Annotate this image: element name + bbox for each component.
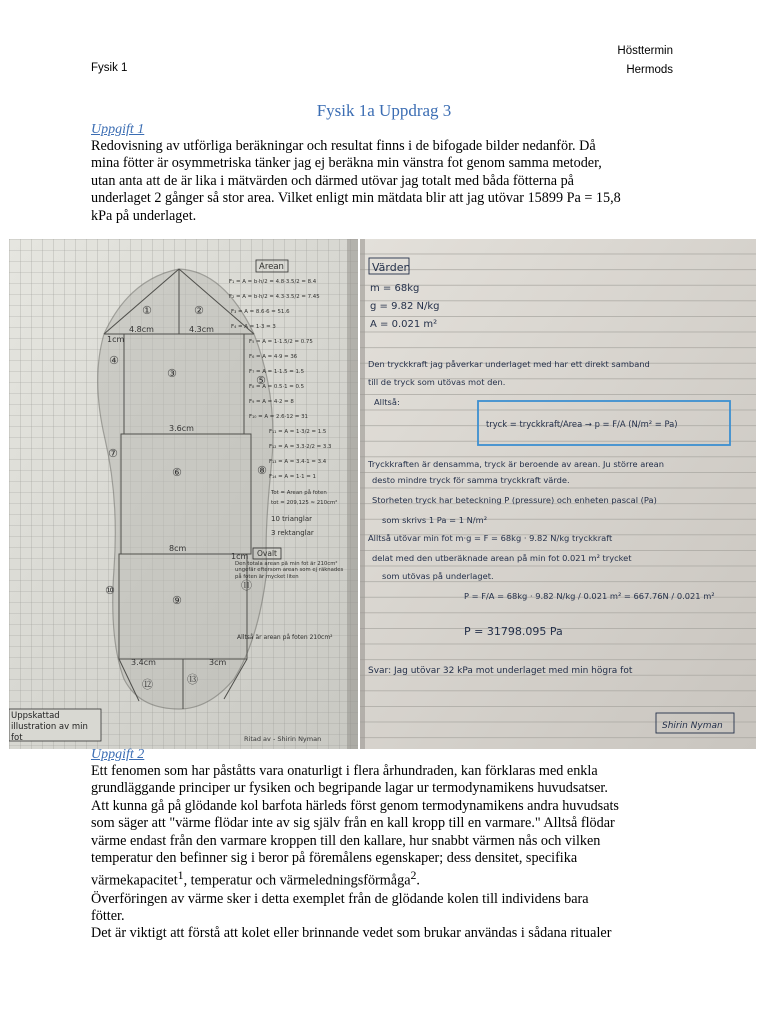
document-title: Fysik 1a Uppdrag 3: [316, 101, 452, 120]
task1-line: utan anta att de är lika i mätvärden och därmed utövar jag totalt med båda fötterna på: [91, 172, 574, 189]
region-number: ⑩: [105, 584, 115, 597]
text-line: Alltså:: [374, 397, 400, 407]
formula-line: F₁₀ = A = 2.6·12 = 31: [249, 414, 308, 420]
task1-line: kPa på underlaget.: [91, 207, 197, 224]
formula-line: F₁ = A = b·h/2 = 4.8·3.5/2 = 8.4: [229, 279, 317, 285]
region-number: ⑪: [241, 579, 252, 592]
formula-box: tryck = tryckkraft/Area → p = F/A (N/m² = Pa): [486, 419, 678, 429]
task1-paragraph: [91, 138, 691, 225]
task2-line-footnoted: [91, 867, 691, 890]
calculation-svg: [360, 239, 756, 749]
drawing-caption: Uppskattad illustration av min fot: [11, 711, 88, 741]
measurement-label: 8cm: [169, 544, 187, 553]
region-number: ⑥: [172, 466, 182, 479]
region-number: ⑬: [187, 673, 198, 686]
text-line: Alltså utövar min fot m·g = F = 68kg · 9.82 N/kg tryckkraft: [368, 533, 613, 543]
ovalt-label: Ovalt: [257, 549, 277, 558]
formula-line: F₂ = A = b·h/2 = 4.3·3.5/2 = 7.45: [229, 294, 320, 300]
region-number: ④: [109, 354, 119, 367]
region-number: ⑤: [256, 374, 266, 387]
task1-heading: Uppgift 1: [91, 122, 145, 137]
region-number: ⑦: [108, 447, 118, 460]
measurement-label: 1cm: [231, 552, 249, 561]
formula-line: F₁₁ = A = 1·3/2 = 1.5: [269, 429, 327, 435]
text-line: Tryckkraften är densamma, tryck är beroende av arean. Ju större arean: [368, 459, 664, 469]
measurement-label: 4.3cm: [189, 325, 214, 334]
measurement-label: 3.6cm: [169, 424, 194, 433]
formula-line: F₁₃ = A = 3.4·1 = 3.4: [269, 459, 327, 465]
text-line: delat med den utberäknade arean på min fot 0.021 m² trycket: [372, 553, 632, 563]
task1-line: Redovisning av utförliga beräkningar och resultat finns i de bifogade bilder nedanför. Då: [91, 138, 596, 154]
task2-line: Det är viktigt att förstå att kolet eller brinnande vedet som brukar användas i sådana ritualer: [91, 925, 612, 942]
region-number: ⑧: [257, 464, 267, 477]
formula-line: F₃ = A = 8.6·6 = 51.6: [231, 309, 290, 315]
value-mass: m = 68kg: [370, 283, 420, 294]
value-gravity: g = 9.82 N/kg: [370, 301, 440, 312]
task2-line: fötter.: [91, 907, 125, 924]
header-school: Hermods: [626, 64, 673, 76]
signature: Shirin Nyman: [662, 721, 723, 731]
formula-line: F₆ = A = 4·9 = 36: [249, 354, 298, 360]
task1-line: mina fötter är osymmetriska tänker jag ej beräkna min vänstra fot genom samma metoder,: [91, 155, 602, 172]
task2-line: grundläggande principer ur fysiken och begripande lagar ur termodynamikens huvudsatser.: [91, 780, 608, 797]
text-line: som skrivs 1 Pa = 1 N/m²: [382, 515, 488, 525]
values-label: Värden: [372, 261, 411, 274]
result-line: P = 31798.095 Pa: [464, 625, 563, 638]
text-line: Den tryckkraft jag påverkar underlaget med har ett direkt samband: [368, 359, 650, 369]
task1-line: underlaget 2 gånger så stor area. Vilket enligt min mätdata blir att jag utövar 15899 Pa = 15,8: [91, 190, 621, 207]
region-number: ②: [194, 304, 204, 317]
foot-drawing-photo: [9, 239, 358, 749]
formula-line: F₁₄ = A = 1·1 = 1: [269, 474, 316, 480]
measurement-label: 3cm: [209, 658, 227, 667]
triangle-count: 10 trianglar: [271, 515, 312, 523]
task2-line: temperatur den befinner sig i beror på föremålens egenskaper; dess densitet, specifika: [91, 850, 578, 867]
header-term: Hösttermin: [617, 45, 673, 57]
task2-line: Överföringen av värme sker i detta exemplet från de glödande kolen till individens bara: [91, 890, 589, 907]
region-number: ⑫: [142, 678, 153, 691]
header-course: Fysik 1: [91, 62, 128, 74]
rectangle-count: 3 rektanglar: [271, 529, 314, 537]
formula-line: F₅ = A = 1·1.5/2 = 0.75: [249, 339, 313, 345]
formula-line: F₁₂ = A = 3.3·2/2 = 3.3: [269, 444, 332, 450]
task2-line: som säger att "värme flödar inte av sig själv från en kall kropp till en varmare." Alltså flödar: [91, 815, 615, 832]
formula-line: F₇ = A = 1·1.5 = 1.5: [249, 369, 305, 375]
task2-text: , temperatur och värmeledningsförmåga: [183, 873, 411, 890]
ovalt-note: Den totala arean på min fot är 210cm² ungefär eftersom arean som ej räknades på foten är mycket liten: [235, 561, 344, 580]
task2-line: Att kunna gå på glödande kol barfota härleds först genom termodynamikens andra huvudsats: [91, 797, 619, 814]
calc-line: P = F/A = 68kg · 9.82 N/kg / 0.021 m² = 667.76N / 0.021 m²: [464, 591, 715, 601]
measurement-label: 1cm: [107, 335, 125, 344]
foot-drawing-svg: [9, 239, 358, 749]
formula-line: F₉ = A = 4·2 = 8: [249, 399, 294, 405]
task2-paragraph: [91, 763, 691, 943]
total-label: Tot = Arean på foten: [271, 490, 327, 496]
total-value: tot = 209,125 ≈ 210cm²: [271, 500, 338, 506]
drawn-by: Ritad av - Shirin Nyman: [244, 735, 322, 743]
value-area: A = 0.021 m²: [370, 319, 438, 330]
measurement-label: 3.4cm: [131, 658, 156, 667]
text-line: som utövas på underlaget.: [382, 571, 494, 581]
task2-heading: Uppgift 2: [91, 747, 145, 762]
region-number: ⑨: [172, 594, 182, 607]
task2-line: värme endast från den varmare kroppen till den kallare, hur snabbt värmen nås och vilken: [91, 832, 601, 849]
task2-text: .: [416, 873, 420, 890]
answer-line: Svar: Jag utövar 32 kPa mot underlaget med min högra fot: [368, 666, 633, 676]
area-label: Arean: [259, 262, 284, 272]
footnote-ref[interactable]: 1: [177, 868, 184, 883]
measurement-label: 4.8cm: [129, 325, 154, 334]
ovalt-result: Alltså är arean på foten 210cm²: [237, 634, 333, 641]
formula-line: F₈ = A = 0.5·1 = 0.5: [249, 384, 305, 390]
text-line: Storheten tryck har beteckning P (pressure) och enheten pascal (Pa): [372, 495, 657, 505]
calculation-photo: [360, 239, 756, 749]
text-line: till de tryck som utövas mot den.: [368, 377, 506, 387]
footnote-ref[interactable]: 2: [410, 868, 417, 883]
header-right: [617, 42, 673, 80]
region-number: ③: [167, 367, 177, 380]
task2-line: Ett fenomen som har påståtts vara onaturligt i flera århundraden, kan förklaras med enkla: [91, 763, 598, 779]
text-line: desto mindre tryck för samma tryckkraft värde.: [372, 475, 570, 485]
region-number: ①: [142, 304, 152, 317]
formula-line: F₄ = A = 1·3 = 3: [231, 324, 276, 330]
task2-text: värmekapacitet: [91, 873, 178, 890]
